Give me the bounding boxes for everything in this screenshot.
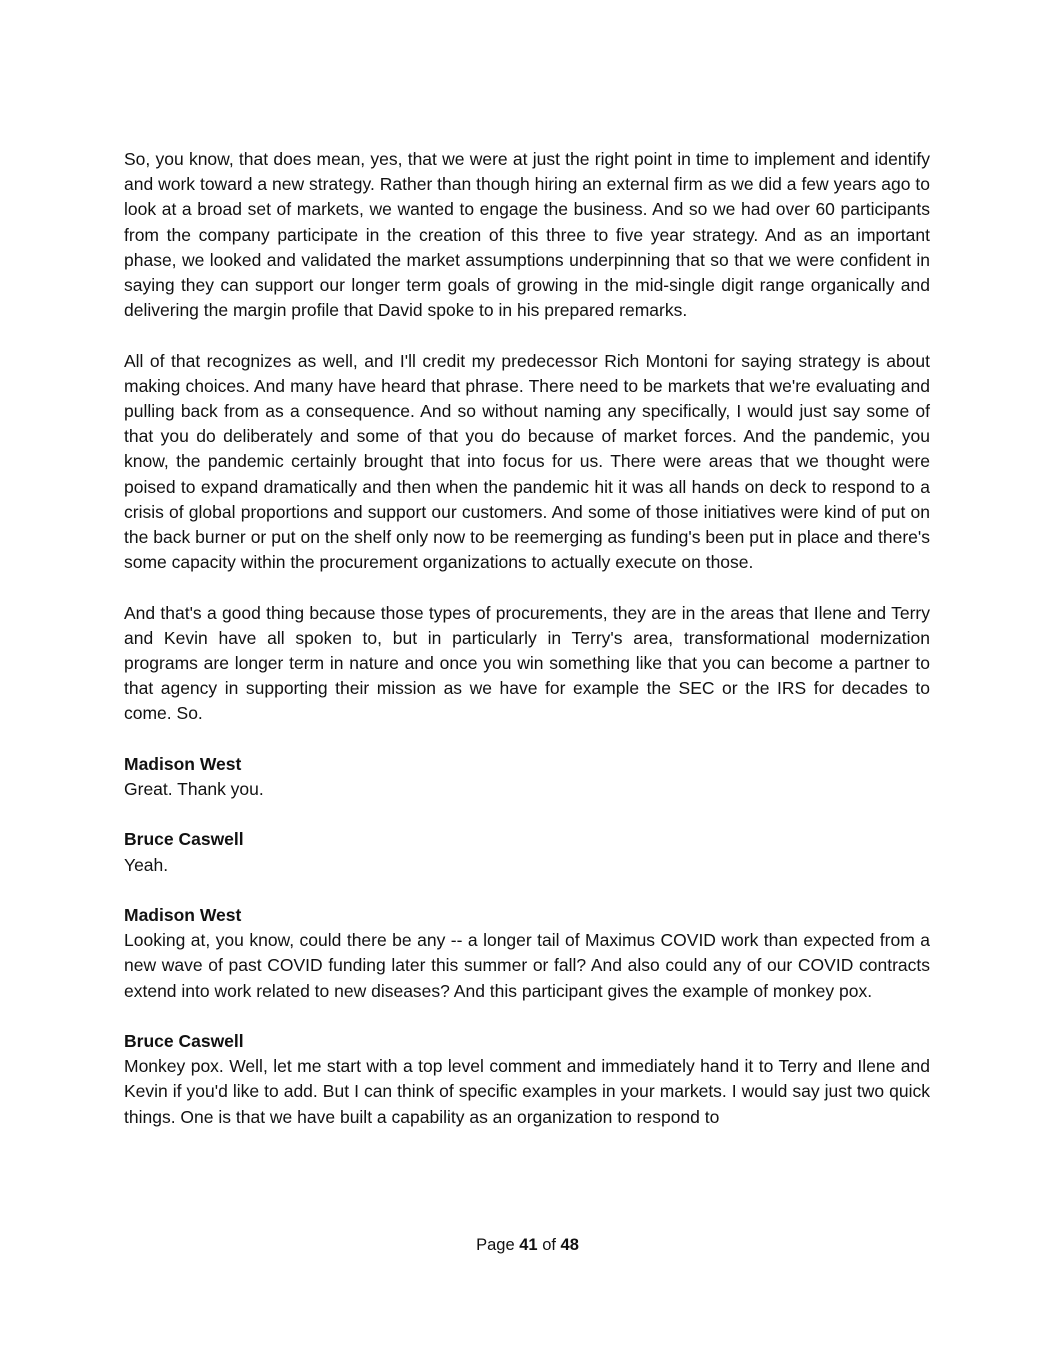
total-page-count: 48 (560, 1236, 579, 1254)
speaker-name: Bruce Caswell (124, 829, 244, 850)
speaker-name: Bruce Caswell (124, 1031, 244, 1052)
current-page-number: 41 (519, 1236, 538, 1254)
paragraph-2: All of that recognizes as well, and I'll credit my predecessor Rich Montoni for saying strategy is about making choices. And many have heard that phrase. There need to be markets that we're evaluating and pulling back from as a consequence. And so without naming any specifically, I would just say some of that you do deliberately and some of that you do because of market forces. And the pandemic, you know, the pandemic certainly brought that into focus for us. There were areas that we thought were poised to expand dramatically and then when the pandemic hit it was all hands on deck to respond to a crisis of global proportions and support our customers. And some of those initiatives were kind of put on the back burner or put on the shelf only now to be reemerging as funding's been put in place and there's some capacity within the procurement organizations to actually execute on those. (124, 350, 930, 573)
exchange-1 (124, 752, 930, 802)
exchange-3 (124, 903, 930, 1004)
speaker-text: Monkey pox. Well, let me start with a top level comment and immediately hand it to Terry and Ilene and Kevin if you'd like to add. But I can think of specific examples in your markets. I would say just two quick things. One is that we have built a capability as an organization to respond to (124, 1056, 930, 1127)
document-page (124, 147, 930, 1155)
paragraph-3: And that's a good thing because those types of procurements, they are in the areas that Ilene and Terry and Kevin have all spoken to, but in particularly in Terry's area, transformational modernization programs are longer term in nature and once you win something like that you can become a partner to that agency in supporting their mission as we have for example the SEC or the IRS for decades to come. So. (124, 602, 930, 724)
page-of-label: of (542, 1236, 556, 1254)
exchange-4 (124, 1029, 930, 1130)
paragraph-1: So, you know, that does mean, yes, that we were at just the right point in time to implement and identify and work toward a new strategy. Rather than though hiring an external firm as we did a few years ago to look at a broad set of markets, we wanted to engage the business. And so we had over 60 participants from the company participate in the creation of this three to five year strategy. And as an important phase, we looked and validated the market assumptions underpinning that so that we were confident in saying they can support our longer term goals of growing in the mid-single digit range organically and delivering the margin profile that David spoke to in his prepared remarks. (124, 149, 930, 321)
exchange-2 (124, 827, 930, 877)
page-label: Page (476, 1236, 515, 1254)
page-number-footer (0, 1233, 1055, 1257)
speaker-text: Great. Thank you. (124, 779, 264, 800)
speaker-text: Looking at, you know, could there be any -- a longer tail of Maximus COVID work than expected from a new wave of past COVID funding later this summer or fall? And also could any of our COVID contracts extend into work related to new diseases? And this participant gives the example of monkey pox. (124, 930, 930, 1001)
speaker-text: Yeah. (124, 854, 169, 875)
speaker-name: Madison West (124, 753, 242, 774)
speaker-name: Madison West (124, 905, 242, 926)
